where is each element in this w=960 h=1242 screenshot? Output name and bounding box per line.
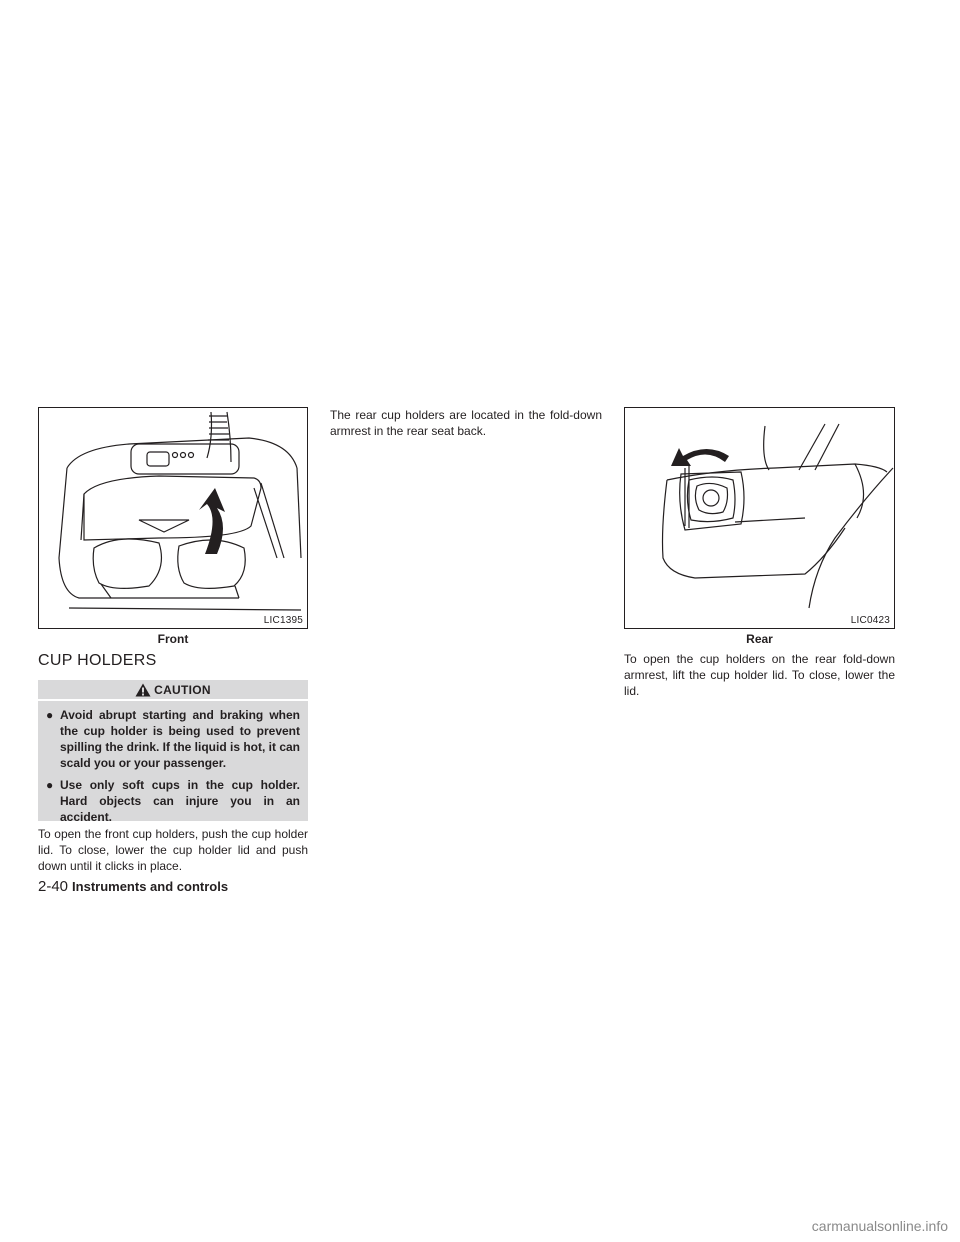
- caution-box: [38, 680, 308, 824]
- rear-cup-holder-illustration: [625, 408, 894, 628]
- front-cup-holder-illustration: [39, 408, 307, 628]
- warning-triangle-icon: [135, 683, 151, 697]
- bullet-icon: ●: [46, 778, 54, 792]
- watermark-text: carmanualsonline.info: [811, 1218, 948, 1234]
- figure-code: LIC0423: [850, 615, 890, 626]
- rear-open-paragraph: To open the cup holders on the rear fold-down armrest, lift the cup holder lid. To close, lower the lid.: [624, 652, 895, 698]
- front-open-paragraph: To open the front cup holders, push the cup holder lid. To close, lower the cup holder lid and push down until it clicks in place.: [38, 827, 308, 873]
- front-figure: [38, 407, 308, 629]
- caution-item: [46, 707, 300, 771]
- section-name: Instruments and controls: [72, 879, 229, 894]
- caution-item-text: Avoid abrupt starting and braking when the cup holder is being used to prevent spilling the drink. If the liquid is hot, it can scald you or your passenger.: [60, 708, 301, 770]
- bullet-icon: ●: [46, 708, 54, 722]
- section-title: CUP HOLDERS: [38, 652, 157, 669]
- page-number: 2-40: [38, 878, 69, 895]
- rear-figure: [624, 407, 895, 629]
- caution-list: [38, 701, 308, 825]
- caution-label: CAUTION: [154, 682, 211, 697]
- figure-code: LIC1395: [263, 615, 303, 626]
- page-footer: [38, 878, 228, 895]
- rear-location-paragraph: The rear cup holders are located in the fold-down armrest in the rear seat back.: [330, 408, 602, 438]
- caution-item-text: Use only soft cups in the cup holder. Hard objects can injure you in an accident.: [60, 778, 300, 824]
- caution-header: [38, 680, 308, 701]
- figure-caption: Rear: [746, 632, 773, 646]
- caution-item: [46, 777, 300, 825]
- figure-caption: Front: [157, 632, 189, 646]
